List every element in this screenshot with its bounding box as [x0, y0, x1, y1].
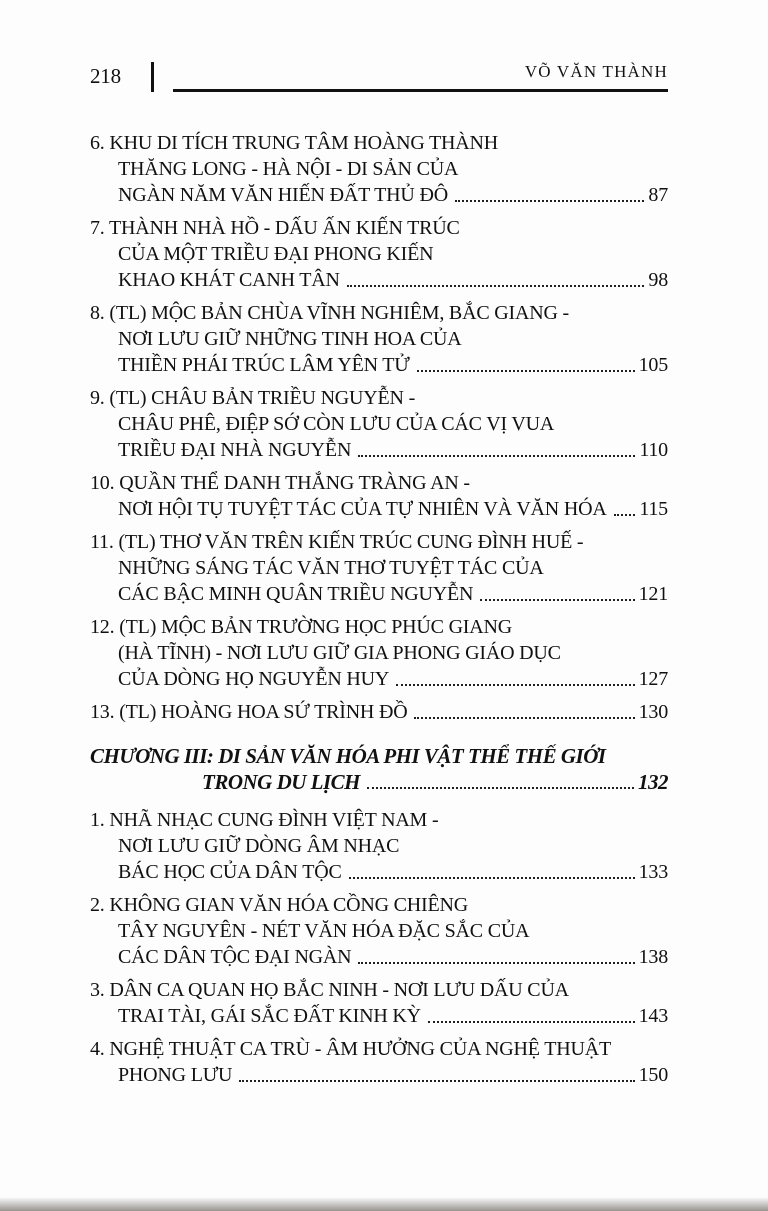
toc-line-text: NGÀN NĂM VĂN HIẾN ĐẤT THỦ ĐÔ: [118, 184, 448, 206]
table-of-contents: [90, 130, 668, 1088]
dot-leader: [396, 684, 634, 686]
toc-page-number: 105: [638, 354, 668, 376]
toc-page-number: 87: [648, 184, 668, 206]
toc-line: [90, 614, 668, 640]
toc-line-text: 8. (TL) MỘC BẢN CHÙA VĨNH NGHIÊM, BẮC GIANG -: [90, 302, 569, 324]
toc-line: [90, 833, 668, 859]
toc-line: [90, 1062, 668, 1088]
toc-page-number: 127: [638, 668, 668, 690]
toc-entry: [90, 977, 668, 1029]
toc-line: [90, 581, 668, 607]
header-tick-mark: [151, 62, 154, 92]
toc-entry: [90, 807, 668, 885]
toc-entry: [90, 529, 668, 607]
toc-line: [90, 182, 668, 208]
toc-page-number: 121: [638, 583, 668, 605]
toc-line: [90, 470, 668, 496]
dot-leader: [614, 514, 636, 516]
toc-line-text: TÂY NGUYÊN - NÉT VĂN HÓA ĐẶC SẮC CỦA: [118, 920, 530, 942]
toc-entry: [90, 470, 668, 522]
toc-line-text: CÁC DÂN TỘC ĐẠI NGÀN: [118, 946, 352, 968]
toc-line: [90, 300, 668, 326]
toc-line-text: CÁC BẬC MINH QUÂN TRIỀU NGUYỄN: [118, 583, 474, 605]
toc-entry: [90, 385, 668, 463]
toc-line-text: NHỮNG SÁNG TÁC VĂN THƠ TUYỆT TÁC CỦA: [118, 557, 544, 579]
toc-line-text: THIỀN PHÁI TRÚC LÂM YÊN TỬ: [118, 354, 410, 376]
dot-leader: [349, 877, 635, 879]
toc-line: [90, 156, 668, 182]
toc-entry: [90, 215, 668, 293]
toc-line-text: CHƯƠNG III: DI SẢN VĂN HÓA PHI VẬT THỂ THẾ GIỚI: [90, 744, 606, 768]
toc-line: [90, 944, 668, 970]
toc-line: [90, 977, 668, 1003]
toc-page-number: 130: [638, 701, 668, 723]
page-number: 218: [90, 64, 121, 88]
toc-page-number: 143: [638, 1005, 668, 1027]
toc-line-text: PHONG LƯU: [118, 1064, 233, 1086]
toc-page-number: 138: [638, 946, 668, 968]
running-header: [90, 62, 668, 92]
toc-line: [90, 529, 668, 555]
dot-leader: [367, 787, 634, 789]
toc-line-text: THĂNG LONG - HÀ NỘI - DI SẢN CỦA: [118, 158, 459, 180]
toc-line: [90, 640, 668, 666]
toc-line-text: BÁC HỌC CỦA DÂN TỘC: [118, 861, 342, 883]
toc-line: [90, 1036, 668, 1062]
toc-line: [90, 859, 668, 885]
toc-line-text: 1. NHÃ NHẠC CUNG ĐÌNH VIỆT NAM -: [90, 809, 439, 831]
toc-line: [90, 241, 668, 267]
toc-line-text: 9. (TL) CHÂU BẢN TRIỀU NGUYỄN -: [90, 387, 416, 409]
dot-leader: [417, 370, 635, 372]
toc-line: [90, 807, 668, 833]
toc-line-text: TRAI TÀI, GÁI SẮC ĐẤT KINH KỲ: [118, 1005, 421, 1027]
dot-leader: [480, 599, 634, 601]
toc-line-text: CHÂU PHÊ, ĐIỆP SỚ CÒN LƯU CỦA CÁC VỊ VUA: [118, 413, 555, 435]
dot-leader: [347, 285, 645, 287]
toc-line: [90, 437, 668, 463]
toc-line: [90, 385, 668, 411]
toc-entry: [90, 614, 668, 692]
toc-line-text: 4. NGHỆ THUẬT CA TRÙ - ÂM HƯỞNG CỦA NGHỆ THUẬT: [90, 1038, 611, 1060]
toc-line-text: 7. THÀNH NHÀ HỒ - DẤU ẤN KIẾN TRÚC: [90, 217, 460, 239]
dot-leader: [239, 1080, 634, 1082]
toc-entry: [90, 1036, 668, 1088]
toc-line: [90, 1003, 668, 1029]
toc-line: [90, 699, 668, 725]
toc-line-text: 3. DÂN CA QUAN HỌ BẮC NINH - NƠI LƯU DẤU CỦA: [90, 979, 569, 1001]
toc-line-text: KHAO KHÁT CANH TÂN: [118, 269, 340, 291]
toc-line: [90, 411, 668, 437]
toc-entry: [90, 892, 668, 970]
toc-line: [90, 496, 668, 522]
toc-line-text: (HÀ TĨNH) - NƠI LƯU GIỮ GIA PHONG GIÁO DỤC: [118, 642, 561, 664]
toc-page-number: 115: [639, 498, 668, 520]
toc-chapter-heading: [90, 743, 668, 795]
toc-line: [90, 743, 668, 769]
toc-line: [90, 130, 668, 156]
toc-line-text: 6. KHU DI TÍCH TRUNG TÂM HOÀNG THÀNH: [90, 132, 498, 154]
dot-leader: [358, 455, 635, 457]
toc-line: [90, 267, 668, 293]
toc-page-number: 150: [638, 1064, 668, 1086]
toc-line-text: TRIỀU ĐẠI NHÀ NGUYỄN: [118, 439, 352, 461]
toc-line: [90, 666, 668, 692]
toc-page-number: 133: [638, 861, 668, 883]
dot-leader: [428, 1021, 635, 1023]
toc-line: [90, 326, 668, 352]
header-rule: [173, 62, 668, 92]
toc-line-text: NƠI LƯU GIỮ DÒNG ÂM NHẠC: [118, 835, 400, 857]
running-title-author: VÕ VĂN THÀNH: [524, 62, 668, 81]
toc-page-number: 110: [639, 439, 668, 461]
toc-entry: [90, 130, 668, 208]
dot-leader: [455, 200, 644, 202]
toc-line-text: 11. (TL) THƠ VĂN TRÊN KIẾN TRÚC CUNG ĐÌNH HUẾ -: [90, 531, 584, 553]
toc-line: [90, 892, 668, 918]
toc-line-text: NƠI LƯU GIỮ NHỮNG TINH HOA CỦA: [118, 328, 462, 350]
toc-line-text: 13. (TL) HOÀNG HOA SỨ TRÌNH ĐỒ: [90, 701, 408, 723]
toc-line-text: CỦA DÒNG HỌ NGUYỄN HUY: [118, 668, 390, 690]
toc-line: [90, 918, 668, 944]
toc-entry: [90, 300, 668, 378]
toc-line-text: 10. QUẦN THỂ DANH THẮNG TRÀNG AN -: [90, 472, 470, 494]
scan-shadow: [0, 1197, 768, 1211]
toc-line-text: 12. (TL) MỘC BẢN TRƯỜNG HỌC PHÚC GIANG: [90, 616, 512, 638]
toc-line: [90, 352, 668, 378]
toc-line-text: NƠI HỘI TỤ TUYỆT TÁC CỦA TỰ NHIÊN VÀ VĂN HÓA: [118, 498, 607, 520]
toc-line: [90, 769, 668, 795]
toc-line-text: 2. KHÔNG GIAN VĂN HÓA CỒNG CHIÊNG: [90, 894, 469, 916]
toc-page-number: 132: [638, 770, 668, 794]
toc-line-text: CỦA MỘT TRIỀU ĐẠI PHONG KIẾN: [118, 243, 434, 265]
dot-leader: [358, 962, 634, 964]
toc-line-text: TRONG DU LỊCH: [202, 770, 361, 794]
toc-line: [90, 555, 668, 581]
toc-line: [90, 215, 668, 241]
toc-page-number: 98: [648, 269, 668, 291]
toc-entry: [90, 699, 668, 725]
dot-leader: [414, 717, 634, 719]
